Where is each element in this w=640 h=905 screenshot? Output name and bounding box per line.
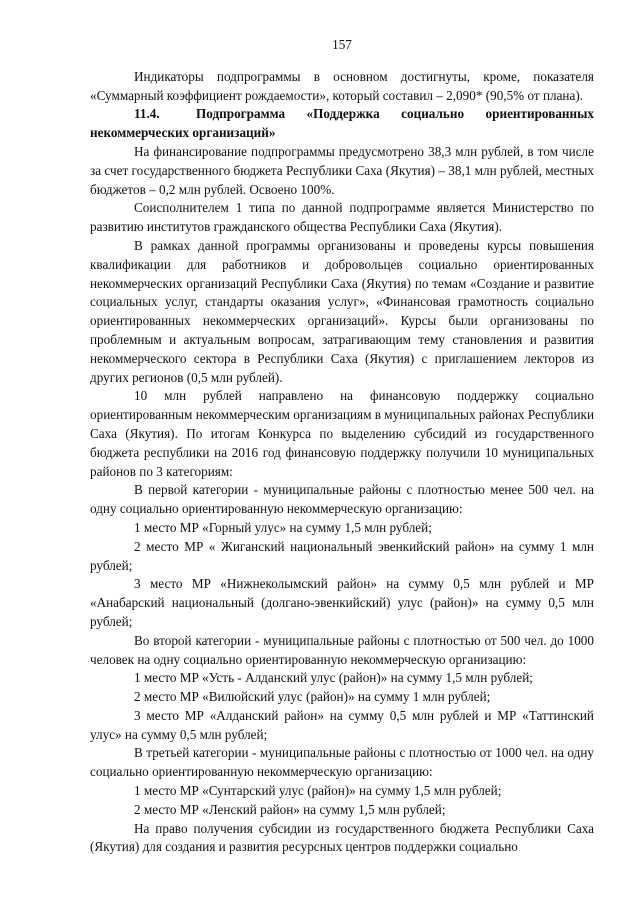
list-item: 3 место МР «Нижнеколымский район» на сумму 0,5 млн рублей и МР «Анабарский национальный (долгано-эвенкийский) улус (район)» на сумму 0,5 млн рублей; — [90, 576, 594, 629]
paragraph-coexecutor: Соисполнителем 1 типа по данной подпрограмме является Министерство по развитию институтов гражданского общества Республики Саха (Якутия). — [90, 200, 594, 235]
list-item: 1 место МР «Усть - Алданский улус (район)» на сумму 1,5 млн рублей; — [134, 670, 533, 686]
paragraph-resource-centers: На право получения субсидии из государственного бюджета Республики Саха (Якутия) для создания и развития ресурсных центров поддержки социально — [90, 820, 594, 855]
section-title: Подпрограмма «Поддержка социально ориентированных некоммерческих организаций» — [90, 106, 594, 141]
section-heading — [90, 105, 594, 143]
paragraph-financing: На финансирование подпрограммы предусмотрено 38,3 млн рублей, в том числе за счет государственного бюджета Республики Саха (Якутия) – 38,1 млн рублей, местных бюджетов – 0,2 млн рублей. Освоено 100%. — [90, 143, 594, 197]
list-item: 2 место МР «Ленский район» на сумму 1,5 млн рублей; — [134, 801, 446, 817]
list-item: 3 место МР «Алданский район» на сумму 0,5 млн рублей и МР «Таттинский улус» на сумму 0,5 млн рублей; — [90, 707, 594, 742]
paragraph-category-3: В третьей категории - муниципальные районы с плотностью от 1000 чел. на одну социально ориентированную некоммерческую организацию: — [90, 745, 594, 780]
paragraph-category-2: Во второй категории - муниципальные районы с плотностью от 500 чел. до 1000 человек на одну социально ориентированную некоммерческую организацию: — [90, 632, 594, 667]
list-item: 1 место МР «Горный улус» на сумму 1,5 млн рублей; — [134, 519, 432, 535]
document-page — [90, 36, 594, 857]
list-item: 2 место МР « Жиганский национальный эвенкийский район» на сумму 1 млн рублей; — [90, 538, 594, 573]
section-number: 11.4. — [134, 106, 160, 122]
paragraph-category-1: В первой категории - муниципальные районы с плотностью менее 500 чел. на одну социально ориентированную некоммерческую организацию: — [90, 482, 594, 517]
list-item: 1 место МР «Сунтарский улус (район)» на сумму 1,5 млн рублей; — [134, 783, 502, 799]
paragraph-support: 10 млн рублей направлено на финансовую поддержку социально ориентированным некоммерческим организациям в муниципальных районах Республики Саха (Якутия). По итогам Конкурса по выделению субсидий из государственного бюджета республики на 2016 год финансовую поддержку получили 10 муниципальных районов по 3 категориям: — [90, 388, 594, 479]
list-item: 2 место МР «Вилюйский улус (район)» на сумму 1 млн рублей; — [134, 689, 491, 705]
paragraph-indicators: Индикаторы подпрограммы в основном достигнуты, кроме, показателя «Суммарный коэффициент рождаемости», который составил – 2,090* (90,5% от плана). — [90, 68, 594, 103]
paragraph-courses: В рамках данной программы организованы и проведены курсы повышения квалификации для работников и добровольцев социально ориентированных некоммерческих организаций Республики Саха (Якутия) по темам «Создание и развитие социальных услуг, стандарты оказания услуг», «Финансовая грамотность социально ориентированных некоммерческих организаций». Курсы были организованы по проблемным и актуальным вопросам, затрагивающим тему становления и развития некоммерческого сектора в Республики Саха (Якутия) с приглашением лекторов из других регионов (0,5 млн рублей). — [90, 237, 594, 385]
page-number: 157 — [332, 37, 352, 52]
